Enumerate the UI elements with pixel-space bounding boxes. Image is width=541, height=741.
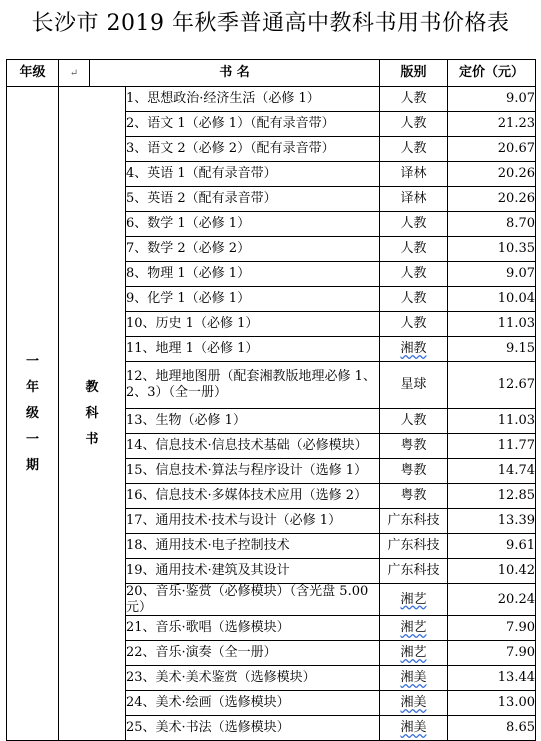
price-cell: [448, 666, 536, 691]
publisher: 湘艺: [400, 591, 427, 607]
table-header-row: [7, 60, 536, 87]
publisher-cell: [380, 237, 448, 262]
category-label: 教科书: [85, 379, 99, 447]
book-name-cell: [126, 162, 380, 187]
publisher: 人教: [400, 266, 427, 282]
book-name: 8、物理 1（必修 1）: [126, 266, 251, 282]
book-name-cell: [126, 362, 380, 409]
book-name-cell: [126, 87, 380, 112]
price: 13.44: [497, 670, 535, 686]
price-cell: [448, 534, 536, 559]
price: 14.74: [497, 463, 535, 479]
publisher-cell: [380, 534, 448, 559]
category-cell: [59, 87, 126, 741]
price-table: [6, 59, 536, 741]
price-cell: [448, 434, 536, 459]
publisher: 湘艺: [400, 645, 427, 661]
publisher: 译林: [400, 166, 427, 182]
publisher-cell: [380, 459, 448, 484]
book-name-cell: [126, 434, 380, 459]
book-name: 16、信息技术·多媒体技术应用（选修 2）: [126, 488, 368, 504]
publisher: 人教: [400, 241, 427, 257]
price-cell: [448, 509, 536, 534]
price: 11.77: [497, 438, 535, 454]
book-name-cell: [126, 691, 380, 716]
book-name: 19、通用技术·建筑及其设计: [126, 563, 290, 579]
publisher-cell: [380, 559, 448, 584]
publisher: 星球: [400, 377, 427, 393]
book-name: 9、化学 1（必修 1）: [126, 291, 251, 307]
publisher-cell: [380, 337, 448, 362]
publisher-cell: [380, 362, 448, 409]
book-name: 4、英语 1（配有录音带）: [126, 166, 277, 182]
publisher-cell: [380, 509, 448, 534]
price-cell: [448, 87, 536, 112]
publisher-cell: [380, 312, 448, 337]
publisher-cell: [380, 716, 448, 741]
price: 21.23: [497, 116, 535, 132]
header-price: 定价（元）: [448, 60, 536, 87]
book-name-cell: [126, 212, 380, 237]
publisher: 广东科技: [387, 513, 440, 529]
price-cell: [448, 559, 536, 584]
publisher: 粤教: [400, 438, 427, 454]
price-cell: [448, 584, 536, 616]
book-name-cell: [126, 409, 380, 434]
price: 9.07: [506, 91, 535, 107]
book-name: 21、音乐·歌唱（选修模块）: [126, 620, 290, 636]
publisher-cell: [380, 87, 448, 112]
price-cell: [448, 484, 536, 509]
publisher-cell: [380, 262, 448, 287]
publisher: 人教: [400, 413, 427, 429]
publisher: 粤教: [400, 463, 427, 479]
publisher: 湘美: [400, 720, 427, 736]
header-publisher: 版别: [380, 60, 448, 87]
grade-label: 一年级一期: [25, 353, 39, 473]
price-cell: [448, 112, 536, 137]
book-name-cell: [126, 262, 380, 287]
publisher: 人教: [400, 141, 427, 157]
header-grade: 年级: [7, 60, 59, 87]
price-cell: [448, 616, 536, 641]
publisher: 人教: [400, 316, 427, 332]
book-name-cell: [126, 287, 380, 312]
price-cell: [448, 262, 536, 287]
publisher: 人教: [400, 91, 427, 107]
price: 7.90: [506, 620, 535, 636]
price: 20.24: [497, 591, 535, 607]
publisher-cell: [380, 162, 448, 187]
book-name-cell: [126, 641, 380, 666]
book-name: 5、英语 2（配有录音带）: [126, 191, 277, 207]
price: 12.67: [497, 377, 535, 393]
price-cell: [448, 337, 536, 362]
book-name: 6、数学 1（必修 1）: [126, 216, 251, 232]
publisher-cell: [380, 137, 448, 162]
price: 9.07: [506, 266, 535, 282]
publisher: 广东科技: [387, 563, 440, 579]
book-name-cell: [126, 534, 380, 559]
price-cell: [448, 237, 536, 262]
price-cell: [448, 187, 536, 212]
price: 11.03: [497, 316, 535, 332]
table-row: [7, 87, 536, 112]
publisher: 粤教: [400, 488, 427, 504]
price-cell: [448, 691, 536, 716]
publisher-cell: [380, 434, 448, 459]
price: 20.26: [497, 191, 535, 207]
price: 13.39: [497, 513, 535, 529]
book-name: 14、信息技术·信息技术基础（必修模块）: [126, 438, 368, 454]
book-name: 20、音乐·鉴赏（必修模块）（含光盘 5.00 元）: [126, 584, 369, 615]
book-name-cell: [126, 509, 380, 534]
book-name: 25、美术·书法（选修模块）: [126, 720, 290, 736]
price: 9.61: [506, 538, 535, 554]
book-name-cell: [126, 559, 380, 584]
price: 9.15: [506, 341, 535, 357]
book-name: 2、语文 1（必修 1）（配有录音带）: [126, 116, 335, 132]
table-body: [7, 87, 536, 741]
price: 7.90: [506, 645, 535, 661]
publisher: 广东科技: [387, 538, 440, 554]
price: 12.85: [497, 488, 535, 504]
price: 20.26: [497, 166, 535, 182]
price-cell: [448, 162, 536, 187]
publisher: 湘美: [400, 670, 427, 686]
book-name: 11、地理 1（必修 1）: [126, 341, 259, 357]
book-name: 24、美术·绘画（选修模块）: [126, 695, 290, 711]
book-name: 23、美术·美术鉴赏（选修模块）: [126, 670, 316, 686]
price: 20.67: [497, 141, 535, 157]
publisher: 人教: [400, 291, 427, 307]
price: 10.42: [497, 563, 535, 579]
price-cell: [448, 287, 536, 312]
publisher: 译林: [400, 191, 427, 207]
publisher-cell: [380, 287, 448, 312]
price-cell: [448, 409, 536, 434]
book-name: 10、历史 1（必修 1）: [126, 316, 259, 332]
price-cell: [448, 212, 536, 237]
price-cell: [448, 641, 536, 666]
price: 11.03: [497, 413, 535, 429]
price: 10.35: [497, 241, 535, 257]
price: 8.65: [506, 720, 535, 736]
book-name-cell: [126, 484, 380, 509]
book-name: 22、音乐·演奏（全一册）: [126, 645, 277, 661]
price: 8.70: [506, 216, 535, 232]
book-name: 15、信息技术·算法与程序设计（选修 1）: [126, 463, 368, 479]
price-cell: [448, 312, 536, 337]
book-name-cell: [126, 666, 380, 691]
publisher-cell: [380, 484, 448, 509]
price-cell: [448, 459, 536, 484]
book-name-cell: [126, 459, 380, 484]
book-name: 12、地理地图册（配套湘教版地理必修 1、2、3）（全一册）: [126, 369, 376, 400]
header-blank: [59, 60, 90, 87]
price-cell: [448, 137, 536, 162]
paragraph-mark: ↵: [69, 68, 79, 80]
publisher-cell: [380, 691, 448, 716]
book-name-cell: [126, 716, 380, 741]
book-name-cell: [126, 312, 380, 337]
book-name-cell: [126, 137, 380, 162]
page-title: 长沙市 2019 年秋季普通高中教科书用书价格表: [31, 11, 510, 36]
price: 13.00: [497, 695, 535, 711]
publisher: 人教: [400, 116, 427, 132]
publisher-cell: [380, 666, 448, 691]
publisher: 人教: [400, 216, 427, 232]
book-name-cell: [126, 112, 380, 137]
book-name-cell: [126, 237, 380, 262]
grade-cell: [7, 87, 59, 741]
book-name-cell: [126, 187, 380, 212]
publisher-cell: [380, 641, 448, 666]
publisher: 湘教: [400, 341, 427, 357]
book-name-cell: [126, 337, 380, 362]
book-name: 13、生物（必修 1）: [126, 413, 246, 429]
price: 10.04: [497, 291, 535, 307]
publisher-cell: [380, 409, 448, 434]
price-cell: [448, 716, 536, 741]
book-name: 1、思想政治·经济生活（必修 1）: [126, 91, 320, 107]
publisher-cell: [380, 584, 448, 616]
publisher-cell: [380, 187, 448, 212]
publisher-cell: [380, 616, 448, 641]
header-name: 书 名: [90, 60, 380, 87]
book-name-cell: [126, 584, 380, 616]
publisher-cell: [380, 212, 448, 237]
book-name: 3、语文 2（必修 2）（配有录音带）: [126, 141, 335, 157]
book-name-cell: [126, 616, 380, 641]
price-cell: [448, 362, 536, 409]
publisher: 湘美: [400, 695, 427, 711]
book-name: 7、数学 2（必修 2）: [126, 241, 251, 257]
publisher-cell: [380, 112, 448, 137]
publisher: 湘艺: [400, 620, 427, 636]
book-name: 18、通用技术·电子控制技术: [126, 538, 290, 554]
book-name: 17、通用技术·技术与设计（必修 1）: [126, 513, 342, 529]
